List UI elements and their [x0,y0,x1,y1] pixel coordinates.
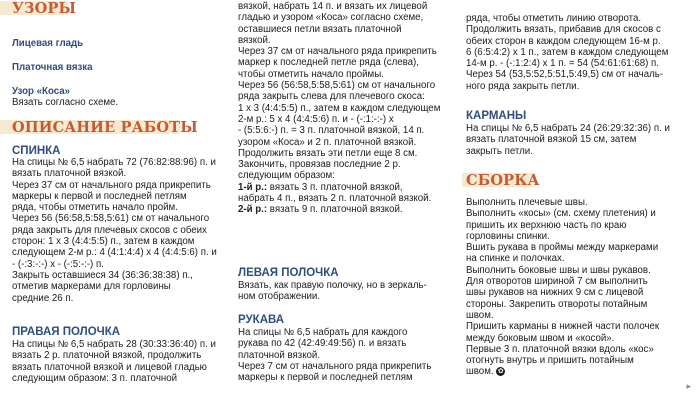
text-line: ряда закрыть для плечевых скосов с обеих [12,224,207,236]
section-title-spinka: СПИНКА [12,145,61,157]
text-line: - (-:3:-:-) х - (-:5:-:-) п. [12,258,104,270]
section-text-levaya-polochka [238,280,427,303]
text-line: набрать 4 п., вязать 2 п. платочной вязкой. [238,193,432,205]
text-line: узором «Коса» и 2 п. платочной вязкой. [238,136,417,148]
text-line: вязать платочной вязкой 15 см, затем [466,134,637,146]
text-line: следующем 2-м р.: 4 (4:1:4:4) х 4 (4:4:5:6) п. и [12,247,217,259]
section-title-karmany: КАРМАНЫ [466,110,527,122]
text-line: Через 56 (56:58,5:58,5:61) см от начального [12,213,210,225]
text-line: швы рукавов на нижних 9 см с лицевой [466,287,644,299]
section-text-karmany [466,123,670,157]
row-1-label: 1-й р.: [238,181,268,193]
section-title-pravaya-polochka: ПРАВАЯ ПОЛОЧКА [12,326,121,338]
text-line: ном отображении. [238,291,321,303]
text-line: Вязать, как правую полочку, но в зеркаль- [238,280,427,291]
text-line: Через 54 (53,5:52,5:51,5:49,5) см от началь- [466,69,664,81]
text-line: ного ряда закрыть петли. [466,80,580,92]
section-title-rukava: РУКАВА [238,314,285,326]
row-1-text: вязать 3 п. платочной вязкой, [267,181,403,193]
text-line-last [466,366,659,377]
text-line: отметив маркерами для горловины [12,281,171,293]
text-line: Через 37 см от начального ряда прикрепить [12,179,211,191]
text-line: на спинке и полочках. [466,253,565,265]
heading-uzory: УЗОРЫ [12,0,77,17]
text-line: ряда, чтобы отметить линию отворота. [466,13,642,24]
text-line: ряда закрыть слева для плечевого скоса: [238,91,425,103]
text-line: Вшить рукава в проймы между маркерами [466,242,659,254]
text-line: маркеры к первой и последней петлям [12,190,187,202]
text-line: - (5:5:6:-) п. = 3 п. платочной вязкой, 14 п. [238,125,425,137]
heading-sborka: СБОРКА [466,172,540,189]
text-line: вязкой, набрать 14 п. и вязать их лицевой [238,1,428,12]
text-line: швом. [466,309,494,321]
text-line: Продолжить вязать, прибавив для скосов с [466,24,661,36]
text-line: обеих сторон в каждом следующем 16-м р. [466,35,661,47]
text-line: Пришить карманы в нижней части полочек [466,321,660,333]
heading-opisanie-raboty: ОПИСАНИЕ РАБОТЫ [12,119,198,136]
row-2-text: вязать 9 п. платочной вязкой. [267,204,403,216]
text-line: На спицы № 6,5 набрать 72 (76:82:88:96) п. и [12,157,216,168]
text-line: Выполнить «косы» (см. схему плетения) и [466,208,656,220]
pattern-title-uzor-kosa: Узор «Коса» [12,86,71,97]
text-line: следующим образом: [238,170,335,182]
text-line: Закончить, провязав последние 2 р. [238,159,401,171]
text-line: Первые 3 п. платочной вязки вдоль «кос» [466,343,654,355]
section-text-spinka [12,157,217,304]
text-line: На спицы № 6,5 набрать для каждого [238,327,408,338]
column-3-text-top [466,13,668,92]
text-line: Продолжить вязать эти петли еще 8 см. [238,147,418,159]
pattern-title-litsevaya-glad: Лицевая гладь [12,38,84,49]
last-line-text: швом. [466,366,494,378]
pattern-title-platochnaya-vyazka: Платочная вязка [12,62,93,73]
text-line: 1 х 3 (4:4:5:5) п., затем в каждом следующем [238,102,441,114]
text-line: отогнуть внутрь и пришить потайным [466,355,634,367]
text-line: Для отворотов шириной 7 см выполнить [466,276,648,288]
section-title-levaya-polochka: ЛЕВАЯ ПОЛОЧКА [238,267,339,279]
text-line: Выполнить плечевые швы. [466,197,588,208]
text-line: чтобы отметить начало проймы. [238,68,384,80]
text-line: сторон: 1 х 3 (4:4:5:5) п., затем в каждом [12,236,195,248]
text-line: вязкой. [238,34,271,46]
text-line: Закрыть оставшиеся 34 (36:36:38:38) п., [12,269,193,281]
text-line: маркер к последней петле ряда (слева), [238,57,419,69]
text-line: маркеры к первой и последней петлям [238,372,413,384]
text-line: рукава по 42 (42:49:49:56) п. и вязать [238,338,407,350]
row-1-line [238,182,440,193]
text-line: Через 7 см от начального ряда прикрепить [238,360,432,372]
text-line: 6 (6:5:4:2) х 1 п., затем в каждом следующем [466,46,669,58]
section-text-pravaya-polochka [12,339,216,384]
section-text-rukava [238,327,431,383]
text-line: Через 37 см от начального ряда прикрепить [238,46,437,58]
text-line: 2-м р.: 5 х 4 (4:4:5:6) п. и - (-:1:-:-) х [238,113,394,125]
text-line: следующим образом: 3 п. платочной [12,372,178,384]
text-line: гладью и узором «Коса» согласно схеме, [238,12,424,24]
text-line: На спицы № 6,5 набрать 28 (30:33:36:40) п. и [12,339,216,350]
text-line: закрыть петли. [466,145,533,157]
text-line: между боковым швом и «косой». [466,332,615,344]
text-line: горловины спинки. [466,230,550,242]
text-line: пришить их верхнюю часть по краю [466,219,627,231]
text-line: ряда, чтобы отметить начало пройм. [12,202,178,214]
text-line: вязать платочной вязкой. [12,168,127,180]
row-2-label: 2-й р.: [238,204,268,216]
text-line: Через 56 (56:58,5:58,5:61) см от начального [238,80,436,92]
text-line: вязать 2 р. платочной вязкой, продолжить [12,350,202,362]
section-text-sborka [466,197,659,378]
text-line: средние 26 п. [12,292,74,304]
column-2-text-top [238,1,440,216]
text-line: На спицы № 6,5 набрать 24 (26:29:32:36) п. и [466,123,670,134]
text-line: платочной вязкой. [238,349,321,361]
end-mark-icon: ✿ [497,368,504,376]
row-2-line [238,204,440,215]
text-line: стороны. Закрепить отвороты потайным [466,298,648,310]
next-page-arrow-icon: ▸ [686,381,691,391]
text-line: вязать платочной вязкой и лицевой гладью [12,361,207,373]
pattern-text-uzor-kosa: Вязать согласно схеме. [12,97,119,108]
text-line: 14-м р. - (-:1:2:4) х 1 п. = 54 (54:61:61:68) п. [466,58,659,70]
text-line: оставшиеся петли вязать платочной [238,23,402,35]
text-line: Выполнить боковые швы и швы рукавов. [466,264,651,276]
